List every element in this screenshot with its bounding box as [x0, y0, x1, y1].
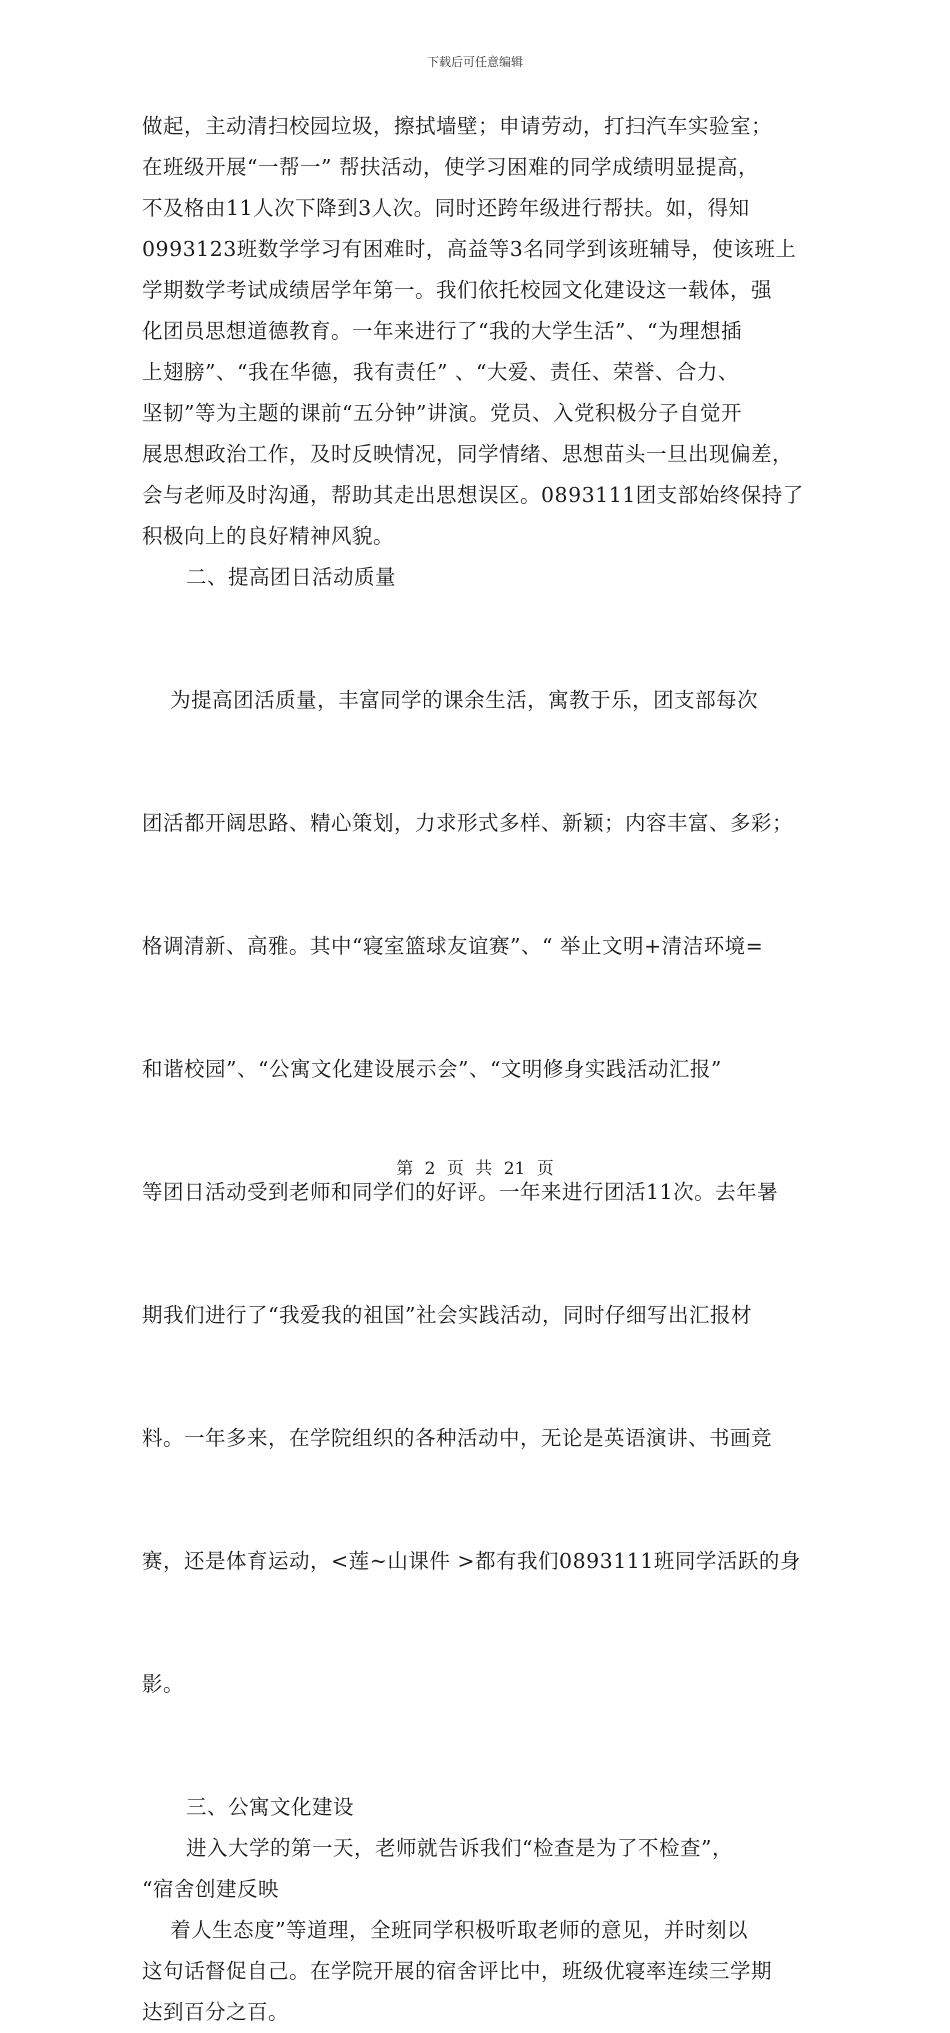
text-line: 等团日活动受到老师和同学们的好评。一年来进行团活11次。去年暑: [142, 1180, 779, 1204]
text-line: 料。一年多来，在学院组织的各种活动中，无论是英语演讲、书画竞: [142, 1426, 772, 1450]
text-line: 展思想政治工作，及时反映情况，同学情绪、思想苗头一旦出现偏差，: [142, 442, 793, 466]
text-line: 影。: [142, 1672, 184, 1696]
text-line: 为提高团活质量，丰富同学的课余生活，寓教于乐，团支部每次: [142, 688, 759, 712]
text-line: 着人生态度”等道理，全班同学积极听取老师的意见，并时刻以: [142, 1918, 749, 1942]
section-heading: [142, 1787, 822, 1828]
text-line: “宿舍创建反映: [142, 1877, 279, 1901]
text-line: 期我们进行了“我爱我的祖国”社会实践活动，同时仔细写出汇报材: [142, 1303, 752, 1327]
text-line: 不及格由11人次下降到3人次。同时还跨年级进行帮扶。如，得知: [142, 196, 750, 220]
text-line: 在班级开展“一帮一” 帮扶活动，使学习困难的同学成绩明显提高，: [142, 155, 759, 179]
text-line: 和谐校园”、“公寓文化建设展示会”、“文明修身实践活动汇报”: [142, 1057, 722, 1081]
text-line: 会与老师及时沟通，帮助其走出思想误区。0893111团支部始终保持了: [142, 483, 804, 507]
text-line: 做起，主动清扫校园垃圾，擦拭墙壁；申请劳动，打扫汽车实验室；: [142, 114, 772, 138]
text-line: 上翅膀”、“我在华德，我有责任” 、“大爱、责任、荣誉、合力、: [142, 360, 739, 384]
page-header: 下载后可任意编辑: [426, 55, 523, 69]
paragraph: [142, 598, 822, 1787]
text-line: 团活都开阔思路、精心策划，力求形式多样、新颖；内容丰富、多彩；: [142, 811, 793, 835]
text-line: 赛，还是体育运动，<莲~山课件 >都有我们0893111班同学活跃的身: [142, 1549, 801, 1573]
paragraph: [142, 1869, 822, 1910]
text-line: 0993123班数学学习有困难时，高益等3名同学到该班辅导，使该班上: [142, 237, 797, 261]
text-line: 进入大学的第一天，老师就告诉我们“检查是为了不检查”，: [186, 1836, 733, 1860]
paragraph: [142, 1828, 822, 1869]
heading-text: 三、公寓文化建设: [186, 1795, 354, 1819]
text-line: 化团员思想道德教育。一年来进行了“我的大学生活”、“为理想插: [142, 319, 742, 343]
page-footer: 第 2 页 共 21 页: [396, 1159, 554, 1179]
paragraph: [142, 1910, 822, 2033]
document-body: [142, 106, 822, 2033]
text-line: 积极向上的良好精神风貌。: [142, 524, 394, 548]
text-line: 这句话督促自己。在学院开展的宿舍评比中，班级优寝率连续三学期: [142, 1959, 772, 1983]
text-line: 格调清新、高雅。其中“寝室篮球友谊赛”、“ 举止文明+清洁环境=: [142, 934, 764, 958]
text-line: 达到百分之百。: [142, 2000, 289, 2024]
text-line: 坚韧”等为主题的课前“五分钟”讲演。党员、入党积极分子自觉开: [142, 401, 742, 425]
heading-text: 二、提高团日活动质量: [186, 565, 396, 589]
paragraph: [142, 106, 822, 557]
text-line: 学期数学考试成绩居学年第一。我们依托校园文化建设这一载体，强: [142, 278, 772, 302]
section-heading: [142, 557, 822, 598]
